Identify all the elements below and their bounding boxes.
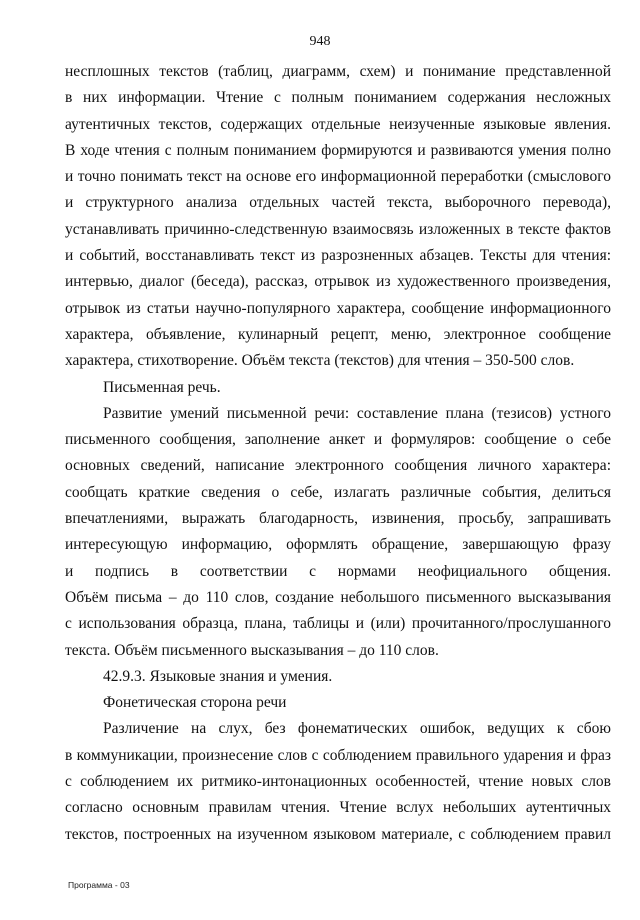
text-line: согласно основным правилам чтения. Чтение вслух небольших аутентичных (65, 799, 611, 817)
text-line: несплошных текстов (таблиц, диаграмм, схем) и понимание представленной (65, 63, 611, 80)
text-line: Объём письма – до 110 слов, создание небольшого письменного высказывания (65, 588, 611, 606)
text-line: в коммуникации, произнесение слов с соблюдением правильного ударения и фраз (65, 746, 611, 764)
text-line: характера, объявление, кулинарный рецепт, меню, электронное сообщение (65, 325, 611, 343)
text-line: с использования образца, плана, таблицы и (или) прочитанного/прослушанного (65, 615, 611, 633)
text-line: В ходе чтения с полным пониманием формируются и развиваются умения полно (65, 141, 611, 159)
text-line: интервью, диалог (беседа), рассказ, отрывок из художественного произведения, (65, 273, 611, 291)
footer-label: Программа - 03 (68, 880, 130, 890)
text-line: 42.9.3. Языковые знания и умения. (103, 667, 333, 685)
text-line: текстов, построенных на изученном языковом материале, с соблюдением правил (65, 825, 611, 843)
text-line: текста. Объём письменного высказывания – до 110 слов. (65, 641, 439, 659)
text-line: Письменная речь. (103, 378, 221, 396)
text-line: письменного сообщения, заполнение анкет и формуляров: сообщение о себе (65, 431, 611, 449)
text-line: Развитие умений письменной речи: составление плана (тезисов) устного (103, 404, 611, 422)
text-line: интересующую информацию, оформлять обращение, завершающую фразу (65, 536, 611, 554)
page-number: 948 (309, 34, 331, 49)
text-line: Фонетическая сторона речи (103, 694, 287, 712)
text-line: аутентичных текстов, содержащих отдельные неизученные языковые явления. (65, 115, 611, 133)
text-line: Различение на слух, без фонематических ошибок, ведущих к сбою (103, 720, 611, 738)
text-line: сообщать краткие сведения о себе, излагать различные события, делиться (65, 483, 611, 501)
text-line: впечатлениями, выражать благодарность, извинения, просьбу, запрашивать (65, 510, 611, 528)
text-line: и подпись в соответствии с нормами неофициального общения. (65, 562, 611, 580)
text-line: характера, стихотворение. Объём текста (текстов) для чтения – 350-500 слов. (65, 352, 575, 370)
text-line: устанавливать причинно-следственную взаимосвязь изложенных в тексте фактов (65, 220, 611, 238)
text-line: с соблюдением их ритмико-интонационных особенностей, чтение новых слов (65, 773, 611, 791)
body-text (65, 59, 611, 848)
text-line: и структурного анализа отдельных частей текста, выборочного перевода), (65, 194, 611, 212)
text-line: отрывок из статьи научно-популярного характера, сообщение информационного (65, 299, 611, 317)
text-line: основных сведений, написание электронного сообщения личного характера: (65, 457, 611, 475)
text-line: в них информации. Чтение с полным пониманием содержания несложных (65, 89, 611, 107)
text-line: и точно понимать текст на основе его информационной переработки (смыслового (65, 168, 611, 186)
text-line: и событий, восстанавливать текст из разрозненных абзацев. Тексты для чтения: (65, 247, 611, 265)
